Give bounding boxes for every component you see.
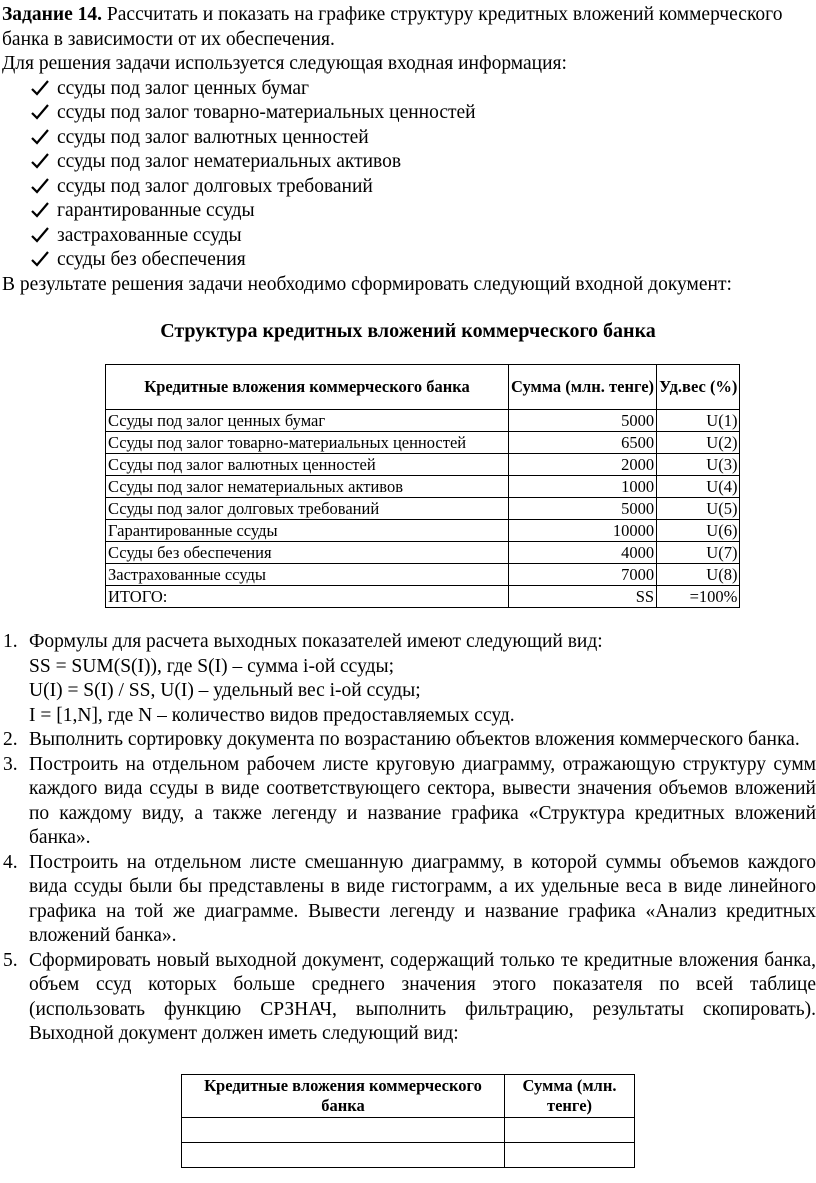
checkmark-icon <box>31 129 49 145</box>
instruction-text: Формулы для расчета выходных показателей имеют следующий вид: <box>29 631 603 652</box>
table-row <box>106 476 740 498</box>
list-item-label: застрахованные ссуды <box>57 224 242 246</box>
table-row <box>106 520 740 542</box>
table-row <box>106 454 740 476</box>
table-header-row <box>106 365 740 410</box>
column-header-amount: Сумма (млн. тенге) <box>505 1075 635 1118</box>
table-row <box>182 1118 635 1143</box>
list-item <box>31 77 816 102</box>
instruction-item <box>0 851 816 949</box>
cell-share: U(7) <box>657 542 740 564</box>
result-lead: В результате решения задачи необходимо сформировать следующий входной документ: <box>2 273 732 295</box>
checkmark-icon <box>31 153 49 169</box>
page <box>0 0 816 349</box>
formula-line: SS = SUM(S(I)), где S(I) – сумма i-ой ссуды; <box>29 655 395 677</box>
cell-amount: 1000 <box>509 476 657 498</box>
cell-amount: 5000 <box>509 498 657 520</box>
checkmark-icon <box>31 178 49 194</box>
instruction-number: 1. <box>3 631 18 652</box>
checkmark-icon <box>31 227 49 243</box>
cell-credit: Ссуды под залог ценных бумаг <box>106 410 509 432</box>
table-total-row <box>106 586 740 608</box>
table-header-row <box>182 1075 635 1118</box>
output-document-table <box>181 1074 635 1168</box>
formula-line: I = [1,N], где N – количество видов предоставляемых ссуд. <box>29 704 515 726</box>
instruction-number: 3. <box>3 753 18 775</box>
empty-cell <box>182 1118 505 1143</box>
list-item <box>31 101 816 126</box>
cell-credit: Ссуды под залог товарно-материальных ценностей <box>106 432 509 454</box>
empty-cell <box>505 1118 635 1143</box>
list-item <box>31 248 816 273</box>
empty-cell <box>505 1143 635 1168</box>
cell-amount: 6500 <box>509 432 657 454</box>
table-row <box>106 498 740 520</box>
cell-amount: 4000 <box>509 542 657 564</box>
task-paragraph <box>2 3 816 52</box>
task-text: Рассчитать и показать на графике структуру кредитных вложений коммерческого банка в зависимости от их обеспечения. <box>2 4 783 50</box>
instruction-item <box>0 630 816 728</box>
checkmark-icon <box>31 251 49 267</box>
table-row <box>106 410 740 432</box>
input-list <box>2 77 816 273</box>
instruction-number: 5. <box>3 949 18 971</box>
instruction-text: Построить на отдельном рабочем листе круговую диаграмму, отражающую структуру сумм каждого вида ссуды в виде соответствующего сектора, вывести значения объемов вложений по каждому виду, а также легенду и название графика «Структура кредитных вложений банка». <box>29 753 816 848</box>
cell-credit: Гарантированные ссуды <box>106 520 509 542</box>
list-item-label: ссуды под залог ценных бумаг <box>57 77 309 99</box>
list-item-label: ссуды под залог долговых требований <box>57 175 373 197</box>
instructions-list <box>0 630 816 1047</box>
column-header-credit: Кредитные вложения коммерческого банка <box>182 1075 505 1118</box>
list-item-label: ссуды без обеспечения <box>57 249 246 270</box>
cell-share: U(3) <box>657 454 740 476</box>
instruction-item <box>0 753 816 851</box>
list-item-label: ссуды под залог нематериальных активов <box>57 151 402 172</box>
instruction-text: Сформировать новый выходной документ, содержащий только те кредитные вложения банка, объем ссуд которых больше среднего значения этого показателя по всей таблице (использовать функцию СРЗНАЧ, выполнить фильтрацию, результаты скопировать). Выходной документ должен иметь следующий вид: <box>29 949 816 1044</box>
instruction-number: 4. <box>3 851 18 873</box>
cell-amount: 7000 <box>509 564 657 586</box>
checkmark-icon <box>31 80 49 96</box>
list-item-label: ссуды под залог товарно-материальных ценностей <box>57 102 476 123</box>
list-item <box>31 199 816 224</box>
instruction-text: Построить на отдельном листе смешанную диаграмму, в которой суммы объемов каждого вида ссуды были бы представлены в виде гистограмм, а их удельные веса в виде линейного графика на той же диаграмме. Вывести легенду и название графика «Анализ кредитных вложений банка». <box>29 851 816 946</box>
cell-share: U(2) <box>657 432 740 454</box>
cell-credit: Застрахованные ссуды <box>106 564 509 586</box>
cell-share: U(6) <box>657 520 740 542</box>
credit-structure-table <box>105 364 740 608</box>
document-title: Структура кредитных вложений коммерческого банка <box>160 320 656 342</box>
cell-credit: Ссуды под залог нематериальных активов <box>106 476 509 498</box>
intro <box>2 3 816 297</box>
table-row <box>106 564 740 586</box>
instruction-number: 2. <box>3 729 18 750</box>
cell-share: U(5) <box>657 498 740 520</box>
formula-line: U(I) = S(I) / SS, U(I) – удельный вес i-ой ссуды; <box>29 680 421 701</box>
table-row <box>106 432 740 454</box>
cell-credit: Ссуды без обеспечения <box>106 542 509 564</box>
instruction-text: Выполнить сортировку документа по возрастанию объектов вложения коммерческого банка. <box>29 729 800 750</box>
instruction-item <box>0 949 816 1047</box>
cell-amount: 2000 <box>509 454 657 476</box>
cell-share: U(4) <box>657 476 740 498</box>
cell-total-amount: SS <box>509 586 657 608</box>
table-row <box>106 542 740 564</box>
task-label: Задание 14. <box>2 4 103 25</box>
checkmark-icon <box>31 104 49 120</box>
cell-share: U(8) <box>657 564 740 586</box>
list-item-label: гарантированные ссуды <box>57 200 255 221</box>
list-item <box>31 150 816 175</box>
list-item-label: ссуды под залог валютных ценностей <box>57 126 369 148</box>
instruction-item <box>0 728 816 753</box>
input-lead: Для решения задачи используется следующая входная информация: <box>2 53 567 74</box>
empty-cell <box>182 1143 505 1168</box>
cell-total-label: ИТОГО: <box>106 586 509 608</box>
cell-amount: 10000 <box>509 520 657 542</box>
cell-amount: 5000 <box>509 410 657 432</box>
cell-credit: Ссуды под залог долговых требований <box>106 498 509 520</box>
list-item <box>31 224 816 249</box>
instructions <box>0 630 816 1047</box>
column-header-credit: Кредитные вложения коммерческого банка <box>106 365 509 410</box>
column-header-amount: Сумма (млн. тенге) <box>509 365 657 410</box>
list-item <box>31 126 816 151</box>
cell-total-share: =100% <box>657 586 740 608</box>
cell-credit: Ссуды под залог валютных ценностей <box>106 454 509 476</box>
cell-share: U(1) <box>657 410 740 432</box>
table-row <box>182 1143 635 1168</box>
checkmark-icon <box>31 202 49 218</box>
list-item <box>31 175 816 200</box>
column-header-share: Уд.вес (%) <box>657 365 740 410</box>
